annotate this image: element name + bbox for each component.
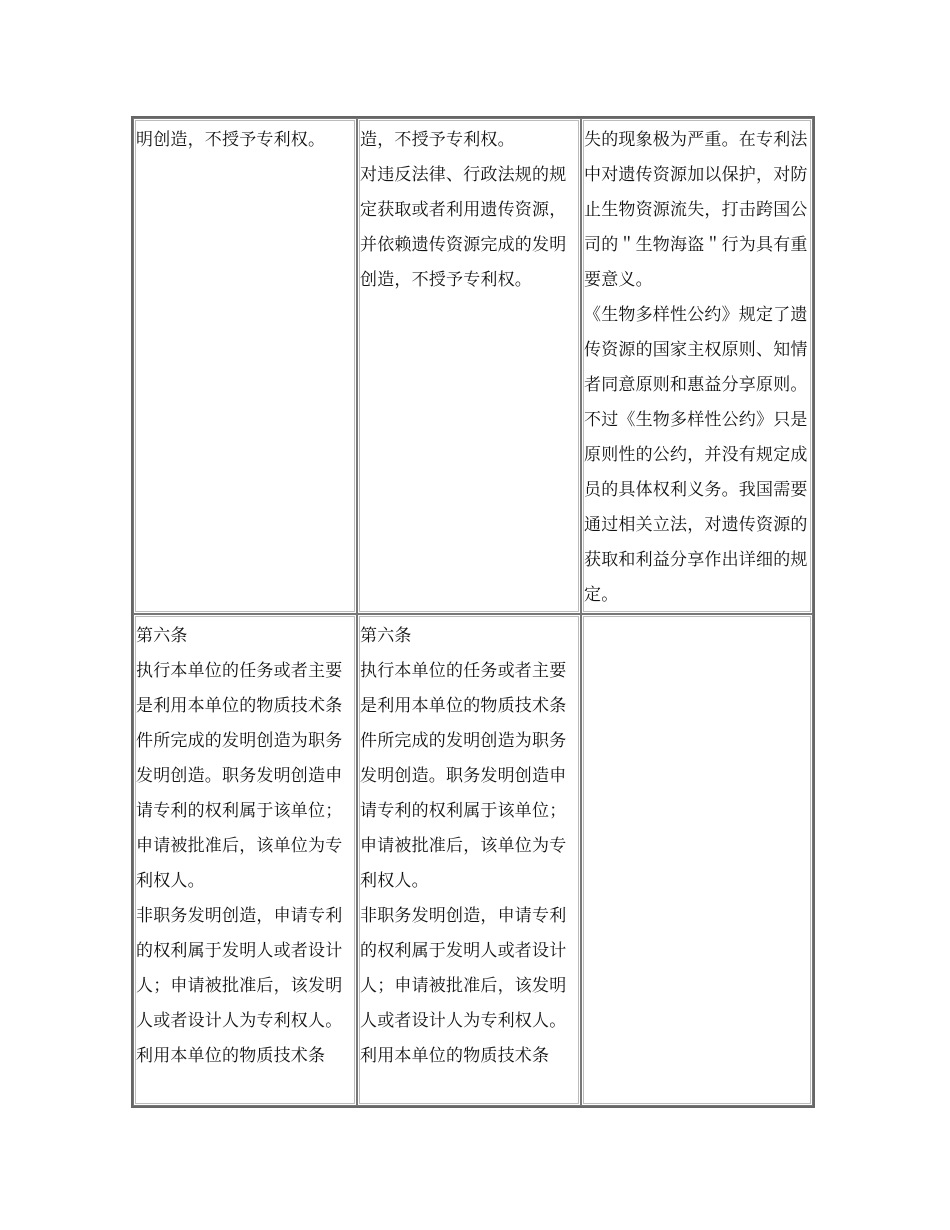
- paragraph: 利用本单位的物质技术条: [136, 1046, 326, 1066]
- table-row: [133, 118, 813, 614]
- article-heading: 第六条: [360, 626, 412, 646]
- table-cell-old-law: [133, 118, 357, 614]
- table-cell-new-law: [357, 118, 581, 614]
- paragraph: 执行本单位的任务或者主要是利用本单位的物质技术条件所完成的发明创造为职务发明创造。职务发明创造申请专利的权利属于该单位；申请被批准后，该单位为专利权人。: [136, 661, 343, 891]
- article-heading: 第六条: [136, 626, 188, 646]
- paragraph: 《生物多样性公约》规定了遗传资源的国家主权原则、知情者同意原则和惠益分享原则。不过《生物多样性公约》只是原则性的公约，并没有规定成员的具体权利义务。我国需要通过相关立法，对遗传资源的获取和利益分享作出详细的规定。: [584, 305, 808, 605]
- table-row: [133, 614, 813, 1106]
- table-cell-explanation: [581, 614, 813, 1106]
- paragraph: 利用本单位的物质技术条: [360, 1046, 550, 1066]
- table-cell-explanation: [581, 118, 813, 614]
- comparison-table: [131, 116, 815, 1108]
- paragraph: 执行本单位的任务或者主要是利用本单位的物质技术条件所完成的发明创造为职务发明创造。职务发明创造申请专利的权利属于该单位；申请被批准后，该单位为专利权人。: [360, 661, 567, 891]
- paragraph: 对违反法律、行政法规的规定获取或者利用遗传资源，并依赖遗传资源完成的发明创造，不授予专利权。: [360, 165, 567, 290]
- table-cell-new-law: [357, 614, 581, 1106]
- paragraph: 失的现象极为严重。在专利法中对遗传资源加以保护，对防止生物资源流失，打击跨国公司的＂生物海盗＂行为具有重要意义。: [584, 130, 808, 290]
- paragraph: 造，不授予专利权。: [360, 130, 515, 150]
- paragraph: 非职务发明创造，申请专利的权利属于发明人或者设计人；申请被批准后，该发明人或者设计人为专利权人。: [360, 906, 567, 1031]
- table-cell-old-law: [133, 614, 357, 1106]
- paragraph: 非职务发明创造，申请专利的权利属于发明人或者设计人；申请被批准后，该发明人或者设计人为专利权人。: [136, 906, 343, 1031]
- paragraph: 明创造，不授予专利权。: [136, 130, 326, 150]
